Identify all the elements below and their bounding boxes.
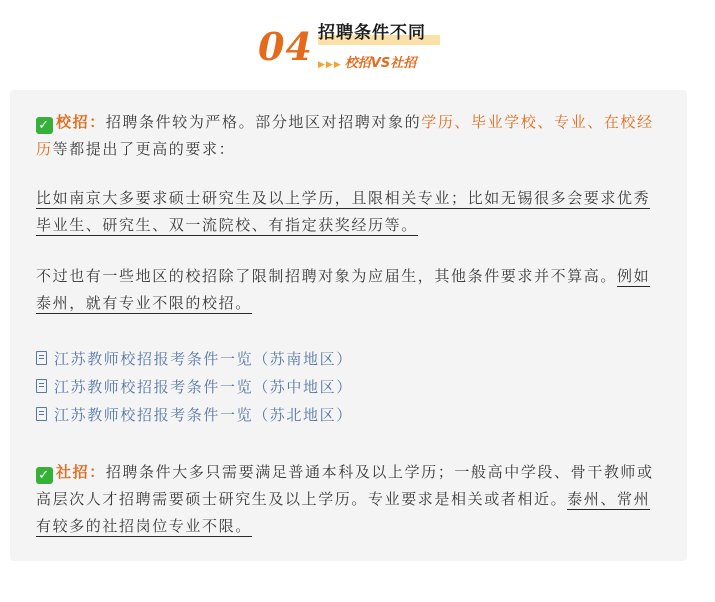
social-text-underlined: 泰州、常州有较多的社招岗位专业不限。 <box>36 490 651 535</box>
article-link-list <box>36 345 666 429</box>
checkmark-icon: ✓ <box>36 117 53 134</box>
article-link-text: 江苏教师校招报考条件一览（苏南地区） <box>54 350 353 368</box>
campus-note-underlined: 例如泰州，就有专业不限的校招。 <box>36 267 651 312</box>
campus-example-text: 比如南京大多要求硕士研究生及以上学历，且限相关专业；比如无锡很多会要求优秀毕业生、研究生、双一流院校、有指定获奖经历等。 <box>36 189 651 234</box>
article-link-text: 江苏教师校招报考条件一览（苏北地区） <box>54 406 353 424</box>
triangle-arrows-icon: ▶▶▶ <box>318 60 342 70</box>
campus-label: 校招 <box>56 113 90 131</box>
campus-intro-end: 等都提出了更高的要求： <box>52 140 236 158</box>
social-label-colon: ： <box>89 463 106 481</box>
campus-highlight: 学历、毕业学校、专业、在校经历 <box>36 113 654 158</box>
campus-intro: 招聘条件较为严格。部分地区对招聘对象的 <box>105 113 422 131</box>
campus-paragraph <box>36 109 666 163</box>
campus-note <box>36 263 666 317</box>
checkmark-icon: ✓ <box>36 467 53 484</box>
campus-label-colon: ： <box>89 113 106 131</box>
article-link-suzhong[interactable] <box>36 373 666 401</box>
campus-note-text: 不过也有一些地区的校招除了限制招聘对象为应届生，其他条件要求并不算高。 <box>36 267 618 285</box>
social-text: 招聘条件大多只需要满足普通本科及以上学历；一般高中学段、骨干教师或高层次人才招聘需要硕士研究生及以上学历。专业要求是相关或者相近。 <box>36 463 654 508</box>
article-link-text: 江苏教师校招报考条件一览（苏中地区） <box>54 378 353 396</box>
section-number: 04 <box>258 24 313 69</box>
document-icon <box>36 379 47 393</box>
article-link-sunan[interactable] <box>36 345 666 373</box>
social-label: 社招 <box>56 463 90 481</box>
document-icon <box>36 351 47 365</box>
section-subtitle <box>318 52 416 71</box>
section-title: 招聘条件不同 <box>318 23 426 43</box>
article-link-subei[interactable] <box>36 401 666 429</box>
subtitle-text: 校招VS社招 <box>344 56 417 71</box>
document-icon <box>36 407 47 421</box>
social-paragraph <box>36 459 666 540</box>
section-header <box>0 0 715 80</box>
campus-example <box>36 185 666 239</box>
section-title-block <box>318 18 426 71</box>
